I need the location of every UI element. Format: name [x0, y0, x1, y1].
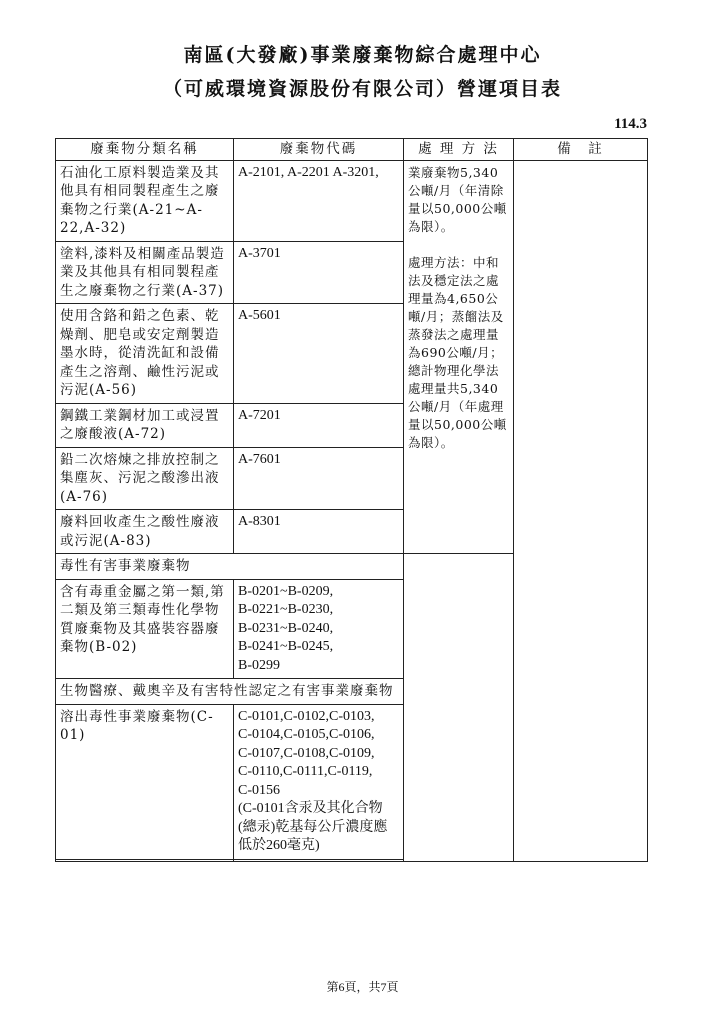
waste-code-list [234, 579, 404, 679]
waste-code: C-0104,C-0105,C-0106, [238, 727, 375, 742]
waste-code: C-0110,C-0111,C-0119, [238, 764, 373, 779]
table-header-row [56, 139, 648, 161]
waste-category: 含有毒重金屬之第一類,第二類及第三類毒性化學物質廢棄物及其盛裝容器廢棄物(B-02) [56, 579, 234, 679]
waste-category: 使用含鉻和鉛之色素、乾燥劑、肥皂或安定劑製造墨水時，從清洗缸和設備產生之溶劑、鹼性污泥或污泥(A-56) [56, 304, 234, 404]
waste-code: B-0201~B-0209, [238, 583, 334, 599]
page-number: 第6頁，共7頁 [326, 980, 399, 994]
waste-category: 廢料回收產生之酸性廢液或污泥(A-83) [56, 510, 234, 554]
waste-code: A-7201 [234, 403, 404, 447]
waste-code-note: (C-0101含汞及其化合物(總汞)乾基每公斤濃度應低於260毫克) [238, 801, 388, 853]
method-empty-cell [404, 554, 514, 862]
header-code: 廢棄物代碼 [234, 139, 404, 161]
method-detail: 處理方法：中和法及穩定法之處理量為4,650公噸/月；蒸餾法及蒸發法之處理量為690公噸/月；總計物理化學法處理量共5,340公噸/月（年處理量以50,000公噸為限）。 [408, 254, 507, 450]
waste-category: 鋼鐵工業鋼材加工或浸置之廢酸液(A-72) [56, 403, 234, 447]
remarks-cell [514, 160, 648, 861]
spacer-cell [234, 859, 404, 861]
treatment-method [404, 160, 514, 554]
waste-category: 溶出毒性事業廢棄物(C-01) [56, 704, 234, 859]
waste-code: C-0107,C-0108,C-0109, [238, 745, 375, 761]
waste-code: B-0231~B-0240, [238, 620, 334, 636]
header-category: 廢棄物分類名稱 [56, 139, 234, 161]
waste-category: 塗料,漆料及相關產品製造業及其他具有相同製程產生之廢棄物之行業(A-37) [56, 241, 234, 304]
document-date: 114.3 [614, 116, 647, 132]
waste-code: A-8301 [234, 510, 404, 554]
waste-code: C-0101,C-0102,C-0103, [238, 708, 375, 724]
waste-code: A-2101, A-2201 A-3201, [234, 160, 404, 241]
document-title-line2: （可威環境資源股份有限公司）營運項目表 [162, 78, 562, 100]
method-capacity: 業廢棄物5,340公噸/月（年清除量以50,000公噸為限）。 [408, 164, 507, 234]
waste-code: B-0241~B-0245, [238, 639, 334, 654]
section-bio-title: 生物醫療、戴奧辛及有害特性認定之有害事業廢棄物 [56, 679, 404, 705]
spacer-cell [56, 859, 234, 861]
waste-category: 鉛二次熔煉之排放控制之集塵灰、污泥之酸滲出液(A-76) [56, 447, 234, 510]
operations-table [55, 138, 648, 862]
section-toxic-title: 毒性有害事業廢棄物 [56, 554, 404, 580]
document-title-line1: 南區(大發廠)事業廢棄物綜合處理中心 [183, 44, 542, 66]
header-remarks: 備 註 [514, 139, 648, 161]
header-method: 處 理 方 法 [404, 139, 514, 161]
table-row [56, 160, 648, 241]
waste-code-list [234, 704, 404, 859]
waste-code: C-0156 [238, 782, 280, 798]
waste-code: B-0221~B-0230, [238, 602, 334, 617]
waste-code: A-5601 [234, 304, 404, 404]
waste-category: 石油化工原料製造業及其他具有相同製程產生之廢棄物之行業(A-21~A-22,A-32) [56, 160, 234, 241]
waste-code: B-0299 [238, 657, 280, 673]
waste-code: A-3701 [234, 241, 404, 304]
waste-code: A-7601 [234, 447, 404, 510]
